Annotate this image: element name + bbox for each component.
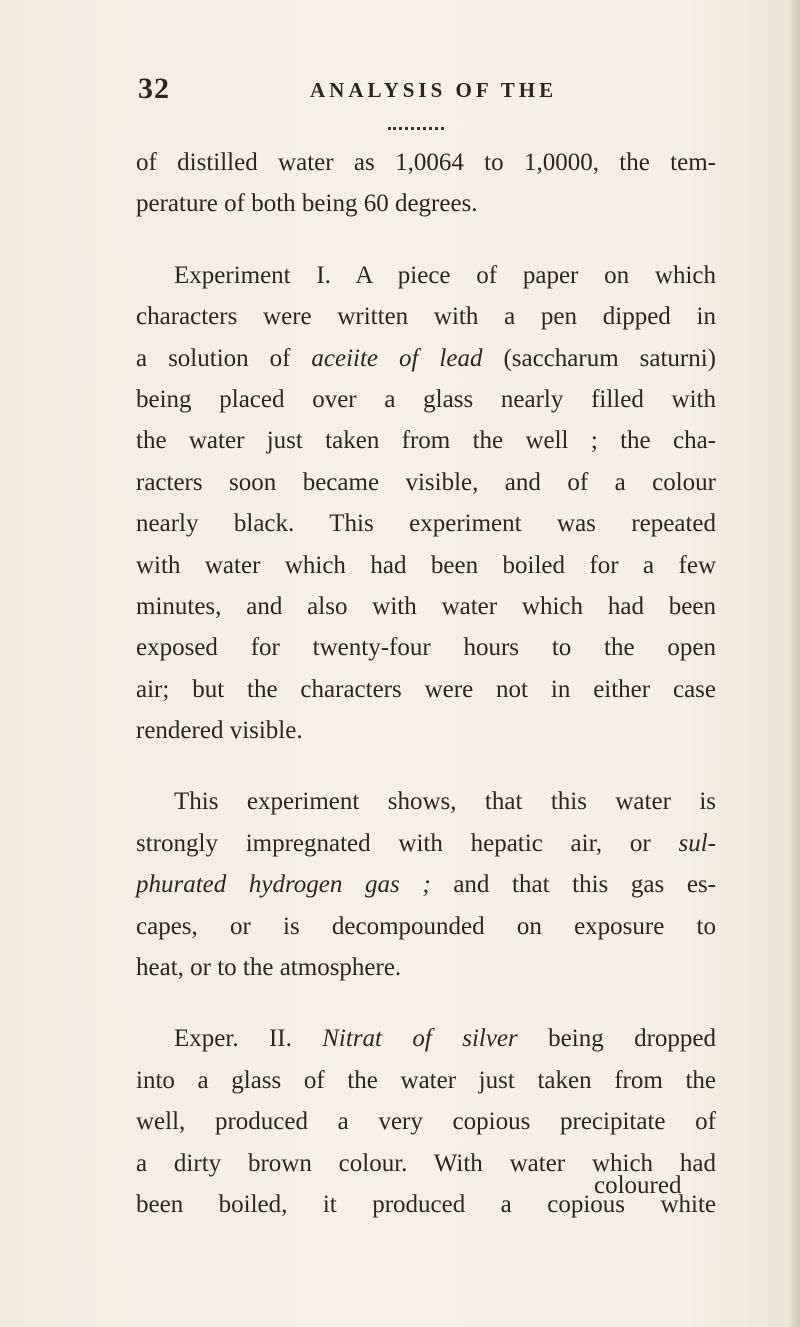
- italic-text: phurated hydrogen gas ;: [136, 871, 431, 899]
- catchword: coloured: [594, 1172, 682, 1199]
- text-line: [136, 545, 716, 586]
- text-line: [136, 1101, 716, 1142]
- line-text: strongly impregnated with hepatic air, or: [136, 829, 679, 857]
- italic-text: aceiite of lead: [311, 344, 483, 372]
- line-text: exposed for twenty-four hours to the open: [136, 634, 716, 662]
- text-line: [136, 906, 716, 947]
- text-line: [136, 503, 716, 544]
- line-text: heat, or to the atmosphere.: [136, 954, 402, 982]
- line-text: a dirty brown colour. With water which had: [136, 1149, 716, 1177]
- line-text: of distilled water as 1,0064 to 1,0000, the tem-: [136, 149, 716, 176]
- line-text: characters were written with a pen dipped in: [136, 303, 716, 331]
- line-text: a solution of: [136, 344, 312, 372]
- line-text: Exper. II.: [174, 1025, 323, 1053]
- line-text: being dropped: [517, 1025, 717, 1053]
- text-line: [136, 420, 716, 461]
- text-line: [136, 1060, 716, 1101]
- text-line: [136, 823, 716, 864]
- page-number: 32: [138, 72, 170, 105]
- paragraph-start-line: [136, 1018, 716, 1059]
- text-line: [136, 379, 716, 420]
- text-line: [136, 627, 716, 668]
- line-text: Experiment I. A piece of paper on which: [174, 261, 716, 289]
- text-line: [136, 142, 716, 183]
- header-ornament: [388, 127, 444, 134]
- text-line: [136, 710, 716, 751]
- line-text: perature of both being 60 degrees.: [136, 190, 478, 218]
- line-text: into a glass of the water just taken from the: [136, 1066, 716, 1094]
- text-line: [136, 586, 716, 627]
- line-text: capes, or is decompounded on exposure to: [136, 912, 716, 940]
- line-text: air; but the characters were not in either case: [136, 675, 716, 703]
- italic-text: sul-: [678, 829, 716, 857]
- text-line: [136, 947, 716, 988]
- line-text: This experiment shows, that this water is: [174, 788, 716, 816]
- line-text: well, produced a very copious precipitate of: [136, 1108, 716, 1136]
- text-line: [136, 864, 716, 905]
- line-text: nearly black. This experiment was repeated: [136, 510, 716, 538]
- line-text: rendered visible.: [136, 717, 303, 745]
- line-text: and that this gas es-: [430, 871, 716, 899]
- line-text: being placed over a glass nearly filled with: [136, 385, 716, 413]
- paragraph-start-line: [136, 781, 716, 822]
- line-text: minutes, and also with water which had been: [136, 592, 716, 620]
- line-text: with water which had been boiled for a few: [136, 551, 716, 579]
- line-text: the water just taken from the well ; the cha-: [136, 427, 716, 455]
- italic-text: Nitrat of silver: [322, 1025, 518, 1053]
- line-text: been boiled, it produced a copious white: [136, 1190, 716, 1218]
- running-head: ANALYSIS OF THE: [310, 78, 558, 102]
- text-line: [136, 669, 716, 710]
- line-text: racters soon became visible, and of a colour: [136, 468, 716, 496]
- text-line: [136, 183, 716, 224]
- paragraph-start-line: [136, 255, 716, 296]
- text-line: [136, 462, 716, 503]
- text-line: [136, 338, 716, 379]
- text-line: [136, 296, 716, 337]
- body-text: [136, 142, 716, 1225]
- page-header: [138, 72, 678, 108]
- line-text: (saccharum saturni): [482, 344, 716, 372]
- page-edge-shadow: [788, 0, 800, 1327]
